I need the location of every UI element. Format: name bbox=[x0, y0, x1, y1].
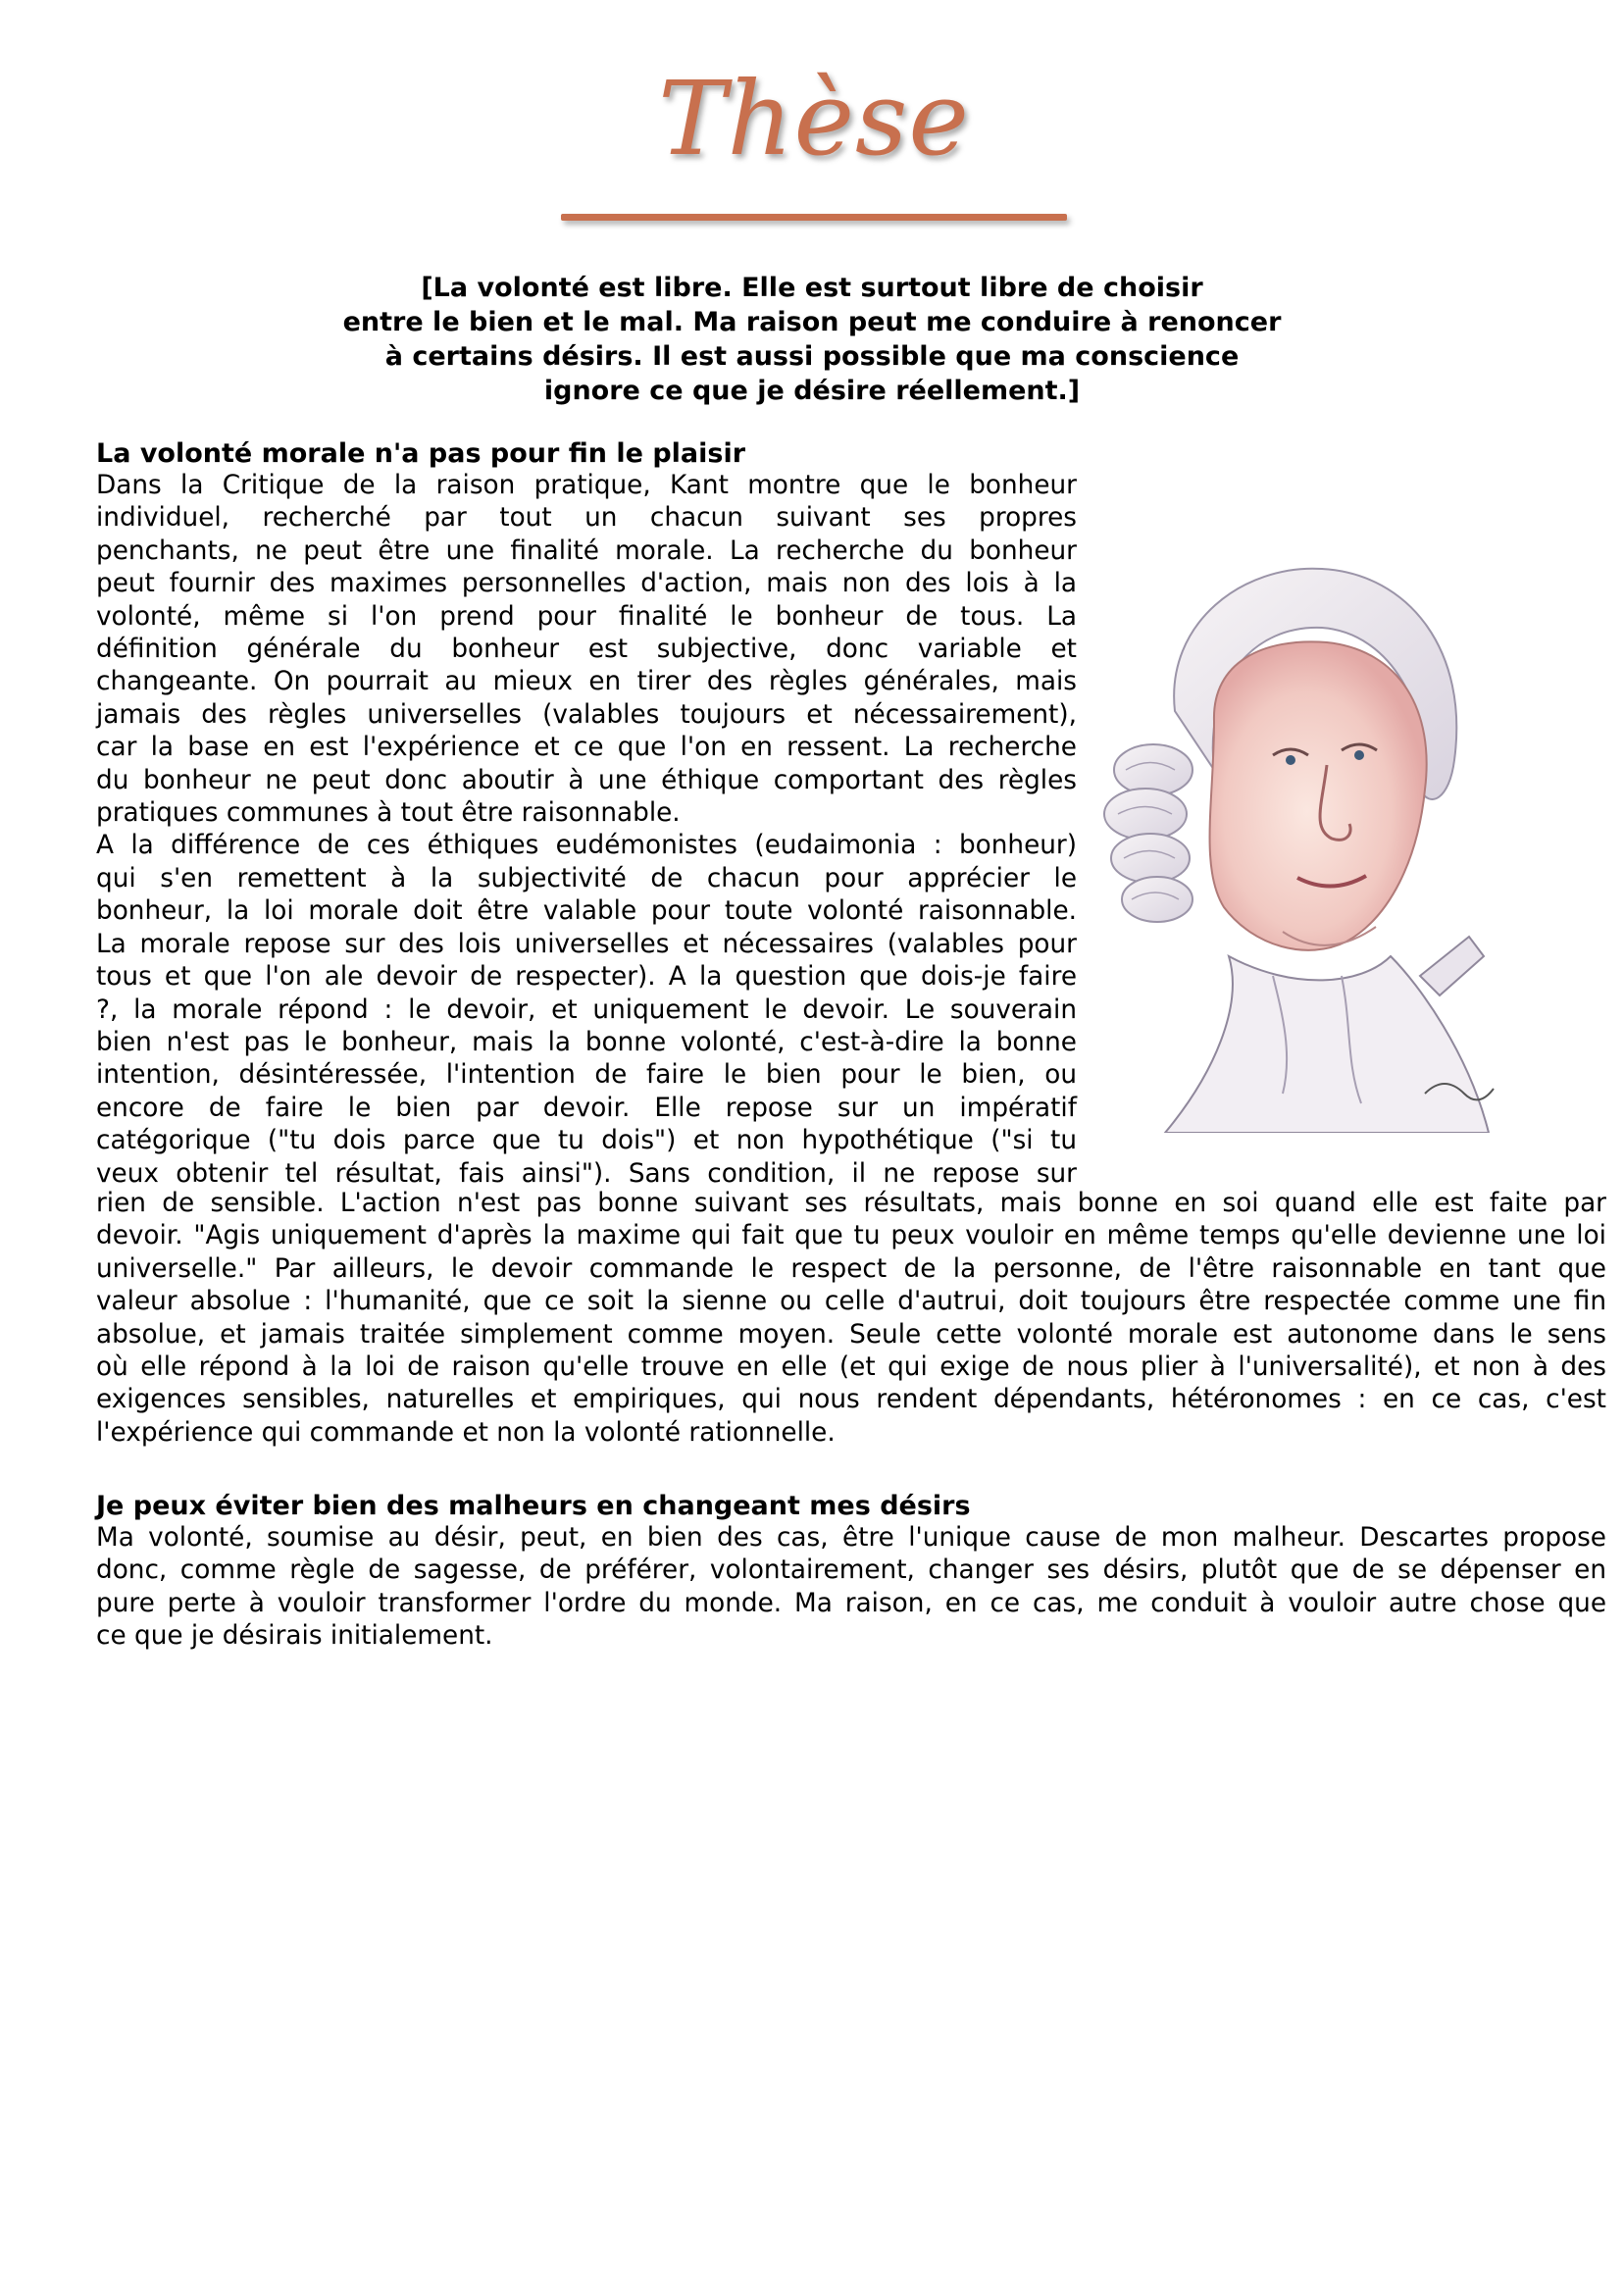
text-line: catégorique ("tu dois parce que tu dois") et non hypothétique ("si tu bbox=[96, 1126, 1077, 1156]
text-line: ce que je désirais initialement. bbox=[96, 1621, 493, 1652]
text-line: bien n'est pas le bonheur, mais la bonne volonté, c'est-à-dire la bonne bbox=[96, 1027, 1077, 1057]
text-line: individuel, recherché par tout un chacun suivant ses propres bbox=[96, 503, 1077, 534]
section-body-narrow bbox=[96, 470, 1077, 1191]
text-line: tous et que l'on ale devoir de respecter). A la question que dois-je faire bbox=[96, 962, 1077, 993]
text-line: définition générale du bonheur est subjective, donc variable et bbox=[96, 635, 1077, 665]
text-line: changeante. On pourrait au mieux en tirer des règles générales, mais bbox=[96, 667, 1077, 697]
text-line: encore de faire le bien par devoir. Elle repose sur un impératif bbox=[96, 1093, 1077, 1123]
text-line: valeur absolue : l'humanité, que ce soit la sienne ou celle d'autrui, doit toujours être respectée comme une fin bbox=[96, 1287, 1606, 1317]
text-line: du bonheur ne peut donc aboutir à une éthique comportant des règles bbox=[96, 765, 1077, 795]
text-line: qui s'en remettent à la subjectivité de chacun pour apprécier le bbox=[96, 863, 1077, 893]
thesis-line: [La volonté est libre. Elle est surtout libre de choisir bbox=[421, 273, 1203, 303]
text-line: donc, comme règle de sagesse, de préférer, volontairement, changer ses désirs, plutôt que de se dépenser en bbox=[96, 1555, 1606, 1586]
text-line: absolue, et jamais traitée simplement comme moyen. Seule cette volonté morale est autonome dans le sens bbox=[96, 1319, 1606, 1350]
title-banner bbox=[549, 59, 1079, 245]
text-line: pure perte à vouloir transformer l'ordre du monde. Ma raison, en ce cas, me conduit à vouloir autre chose que bbox=[96, 1588, 1606, 1618]
text-line: pratiques communes à tout être raisonnable. bbox=[96, 798, 681, 829]
thesis-line: à certains désirs. Il est aussi possible que ma conscience bbox=[384, 341, 1240, 372]
thesis-statement bbox=[245, 271, 1379, 408]
text-line: exigences sensibles, naturelles et empiriques, qui nous rendent dépendants, hétéronomes : en ce cas, c'est bbox=[96, 1385, 1606, 1415]
text-line: ?, la morale répond : le devoir, et uniquement le devoir. Le souverain bbox=[96, 994, 1077, 1025]
text-line: volonté, même si l'on prend pour finalité le bonheur de tous. La bbox=[96, 601, 1077, 632]
kant-caricature-image bbox=[1096, 544, 1508, 1133]
text-line: devoir. "Agis uniquement d'après la maxime qui fait que tu peux vouloir en même temps qu'elle devienne une loi bbox=[96, 1221, 1606, 1251]
section-heading-moral-will: La volonté morale n'a pas pour fin le plaisir bbox=[96, 438, 746, 469]
text-line: universelle." Par ailleurs, le devoir commande le respect de la personne, de l'être raisonnable en tant que bbox=[96, 1253, 1606, 1284]
section-body-wide bbox=[96, 1188, 1606, 1450]
text-line: peut fournir des maximes personnelles d'action, mais non des lois à la bbox=[96, 569, 1077, 599]
section-heading-desires: Je peux éviter bien des malheurs en changeant mes désirs bbox=[96, 1491, 971, 1521]
text-line: Ma volonté, soumise au désir, peut, en bien des cas, être l'unique cause de mon malheur. Descartes propose bbox=[96, 1523, 1606, 1553]
thesis-line: entre le bien et le mal. Ma raison peut me conduire à renoncer bbox=[342, 307, 1282, 337]
title-underline bbox=[561, 214, 1067, 221]
text-line: penchants, ne peut être une finalité morale. La recherche du bonheur bbox=[96, 535, 1077, 566]
text-line: rien de sensible. L'action n'est pas bonne suivant ses résultats, mais bonne en soi quand elle est faite par bbox=[96, 1189, 1606, 1218]
text-line: bonheur, la loi morale doit être valable pour toute volonté raisonnable. bbox=[96, 896, 1077, 927]
thesis-line: ignore ce que je désire réellement.] bbox=[543, 376, 1081, 406]
text-line: Dans la Critique de la raison pratique, Kant montre que le bonheur bbox=[96, 471, 1077, 500]
text-line: où elle répond à la loi de raison qu'elle trouve en elle (et qui exige de nous plier à l'universalité), et non à des bbox=[96, 1352, 1606, 1383]
page-title: Thèse bbox=[658, 59, 970, 178]
text-line: l'expérience qui commande et non la volonté rationnelle. bbox=[96, 1417, 836, 1448]
text-line: intention, désintéressée, l'intention de faire le bien pour le bien, ou bbox=[96, 1060, 1077, 1091]
section-body-desires bbox=[96, 1522, 1606, 1654]
text-line: A la différence de ces éthiques eudémonistes (eudaimonia : bonheur) bbox=[96, 831, 1077, 861]
text-line: jamais des règles universelles (valables toujours et nécessairement), bbox=[96, 699, 1077, 730]
text-line: veux obtenir tel résultat, fais ainsi"). Sans condition, il ne repose sur bbox=[96, 1158, 1077, 1189]
text-line: car la base en est l'expérience et ce que l'on en ressent. La recherche bbox=[96, 733, 1077, 763]
text-line: La morale repose sur des lois universelles et nécessaires (valables pour bbox=[96, 929, 1077, 959]
